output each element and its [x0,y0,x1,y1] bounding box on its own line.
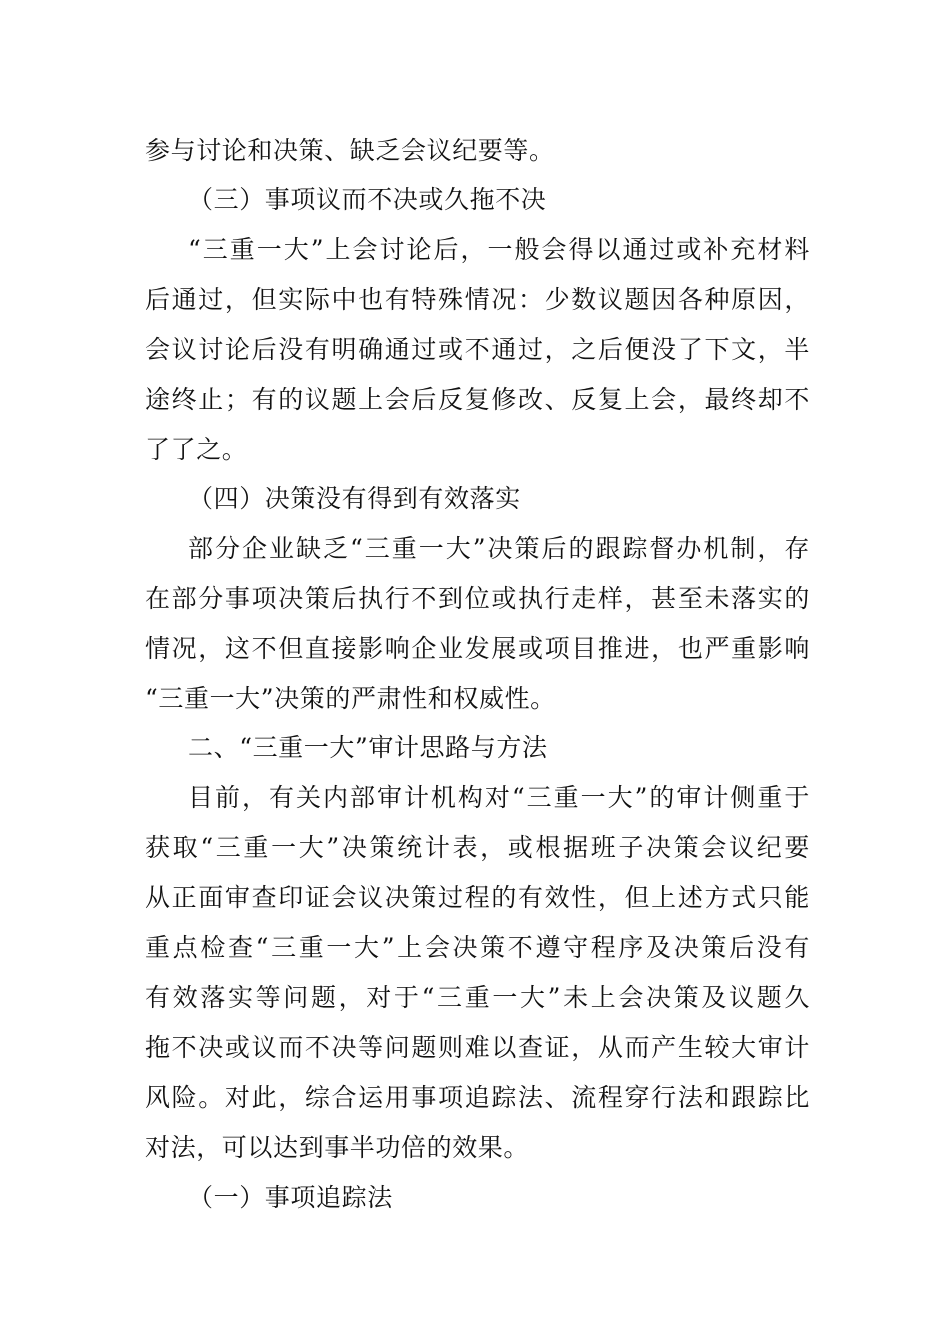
text-line: 有效落实等问题，对于“三重一大”未上会决策及议题久 [145,983,810,1012]
text-line: 后通过，但实际中也有特殊情况：少数议题因各种原因， [145,285,810,314]
text-line: 途终止；有的议题上会后反复修改、反复上会，最终却不 [145,385,810,414]
section-heading: （一）事项追踪法 [188,1183,393,1212]
text-line: 了了之。 [145,435,248,464]
section-heading: （四）决策没有得到有效落实 [188,484,521,513]
text-line: 从正面审查印证会议决策过程的有效性，但上述方式只能 [145,883,810,912]
text-line: 情况，这不但直接影响企业发展或项目推进，也严重影响 [145,634,810,663]
text-line: 重点检查“三重一大”上会决策不遵守程序及决策后没有 [145,933,810,962]
text-line: 风险。对此，综合运用事项追踪法、流程穿行法和跟踪比 [145,1083,810,1112]
text-line: 会议讨论后没有明确通过或不通过，之后便没了下文，半 [145,335,810,364]
text-line: 在部分事项决策后执行不到位或执行走样，甚至未落实的 [145,584,810,613]
section-heading: （三）事项议而不决或久拖不决 [188,185,547,214]
text-line: 获取“三重一大”决策统计表，或根据班子决策会议纪要 [145,833,810,862]
text-line: 参与讨论和决策、缺乏会议纪要等。 [145,136,555,165]
text-line: “三重一大”决策的严肃性和权威性。 [145,684,556,713]
text-line: 目前，有关内部审计机构对“三重一大”的审计侧重于 [188,783,810,812]
text-line: “三重一大”上会讨论后，一般会得以通过或补充材料 [188,235,810,264]
section-heading: 二、“三重一大”审计思路与方法 [188,733,548,762]
text-line: 部分企业缺乏“三重一大”决策后的跟踪督办机制，存 [188,534,810,563]
text-line: 对法，可以达到事半功倍的效果。 [145,1133,530,1162]
text-line: 拖不决或议而不决等问题则难以查证，从而产生较大审计 [145,1033,810,1062]
